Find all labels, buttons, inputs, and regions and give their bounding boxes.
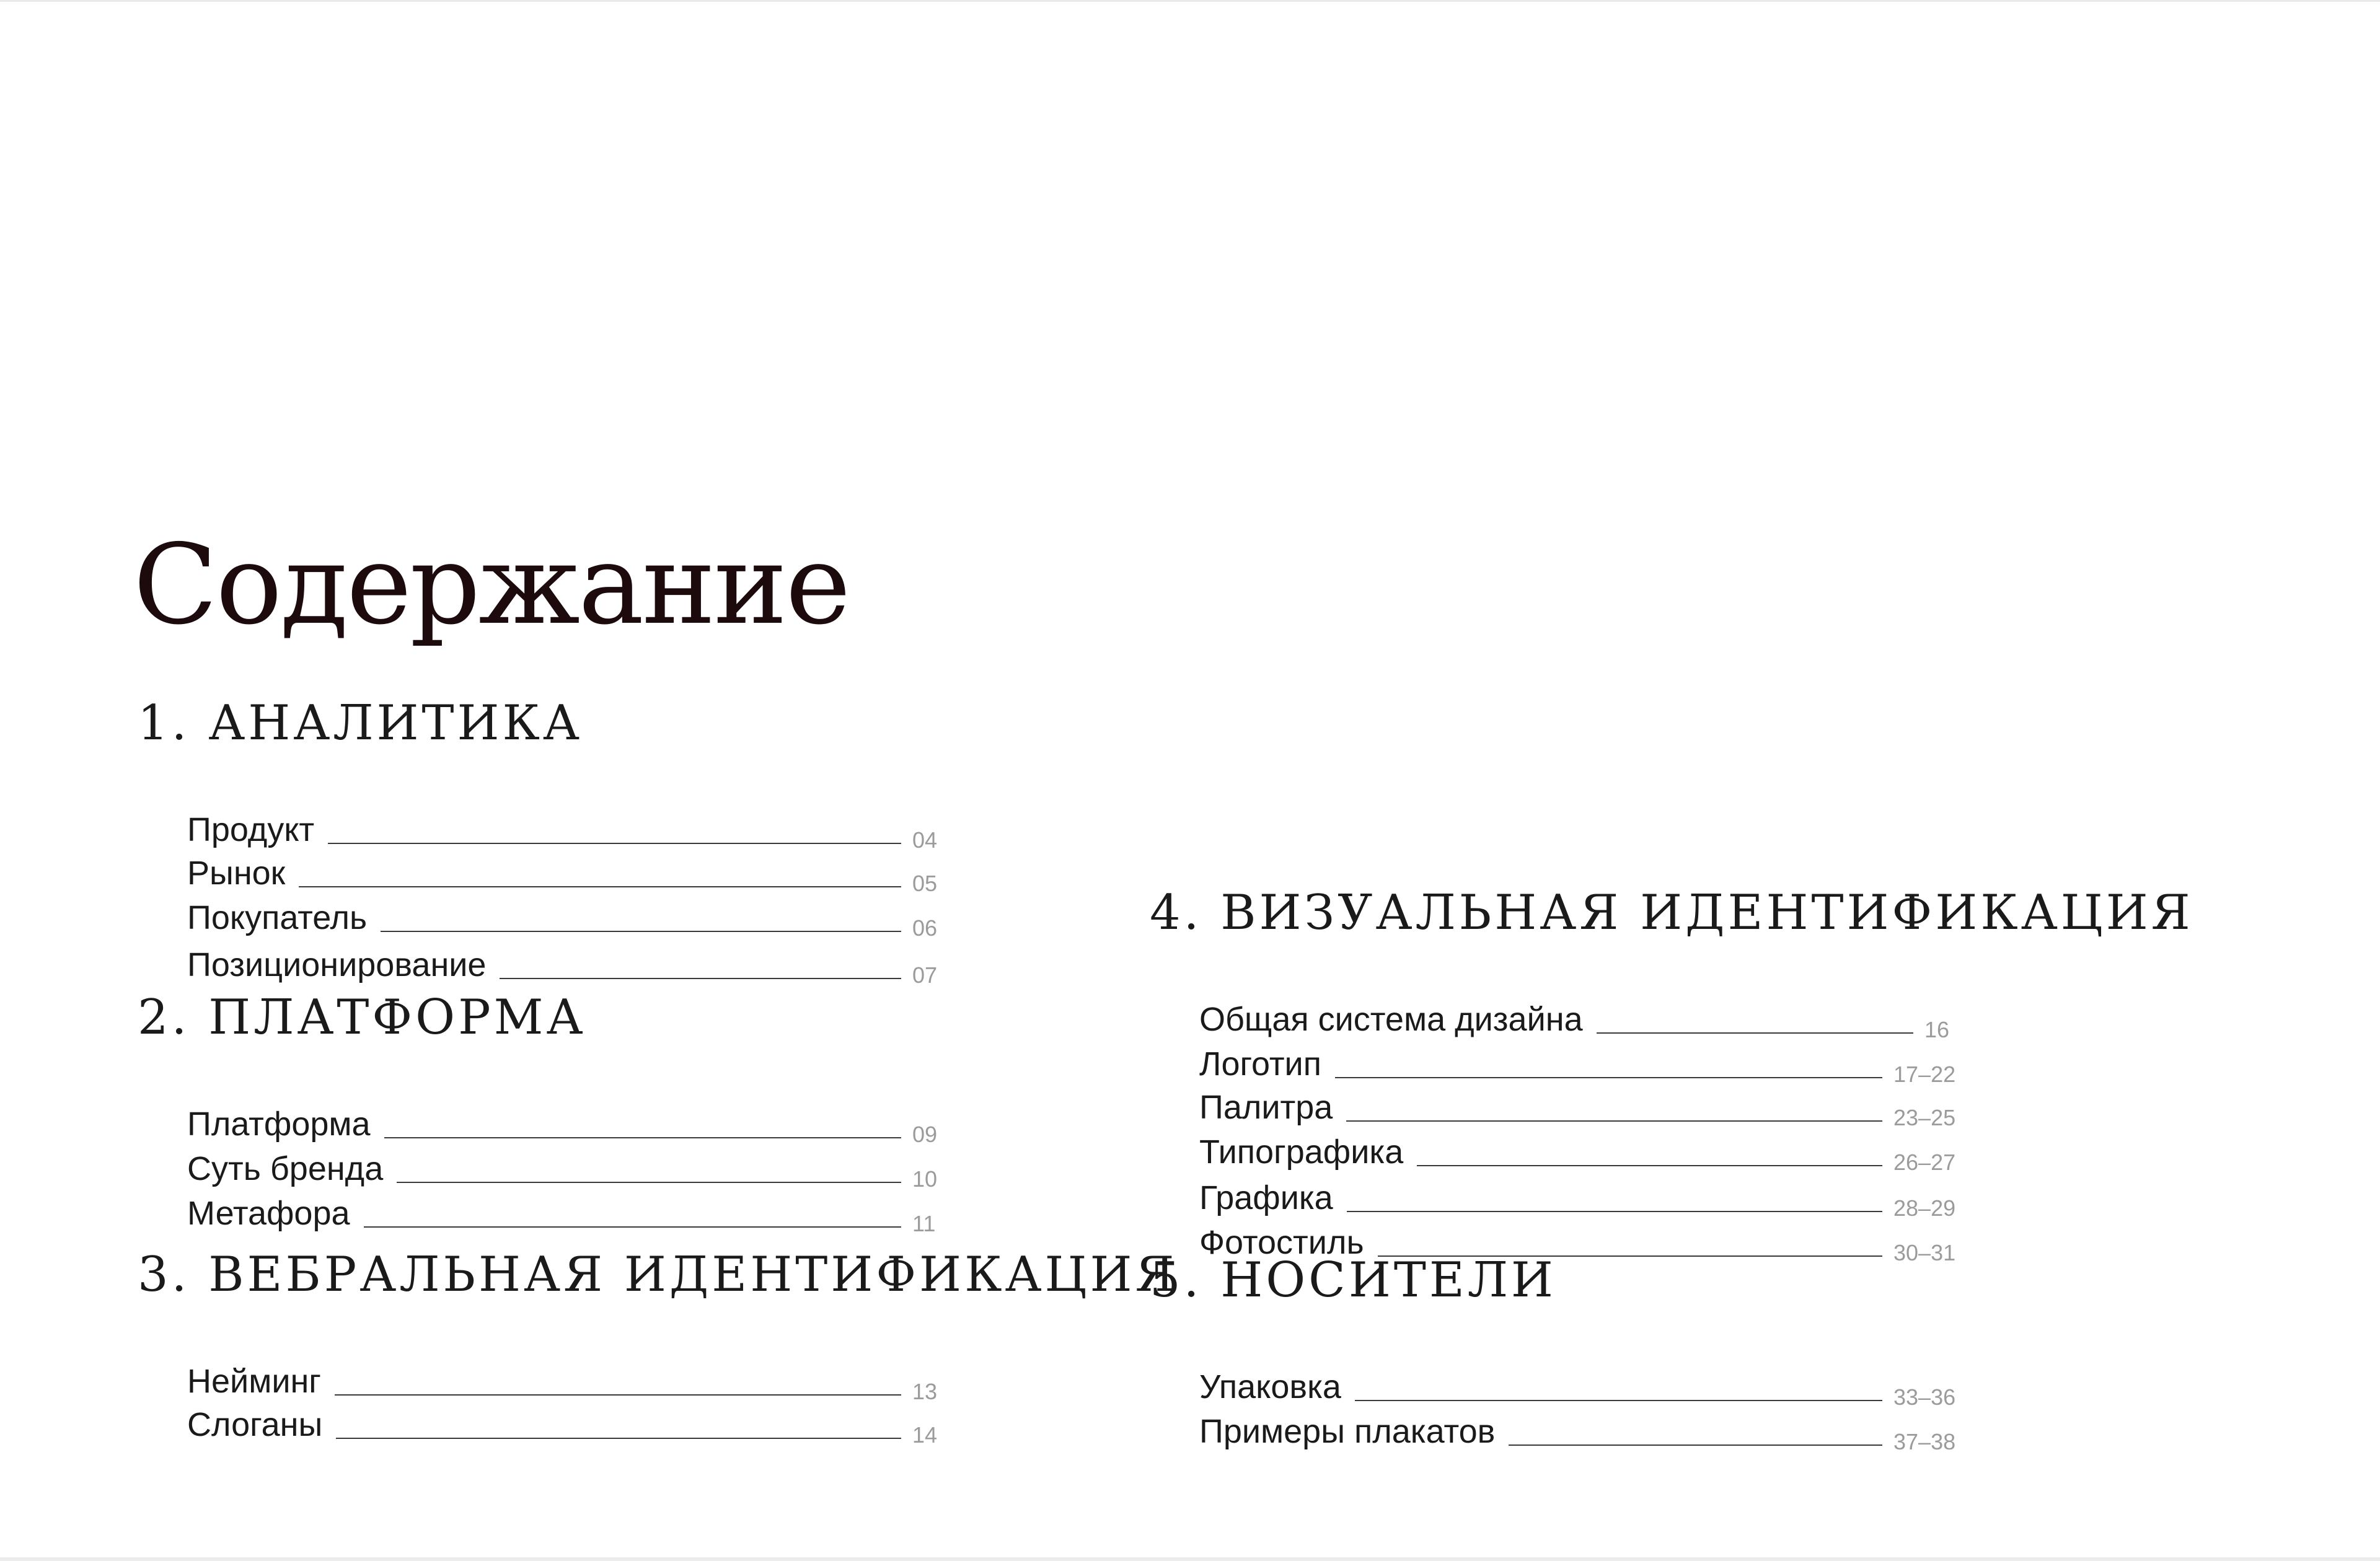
- toc-item-label: Суть бренда: [187, 1150, 384, 1187]
- toc-item-page: 11: [912, 1211, 936, 1236]
- toc-item-page: 33–36: [1893, 1384, 1956, 1410]
- toc-item[interactable]: [187, 946, 951, 988]
- toc-section-visual-identity: [1150, 885, 2193, 1265]
- toc-item-label: Палитра: [1199, 1089, 1333, 1126]
- toc-item[interactable]: [1199, 1179, 1963, 1221]
- dotted-leader: [381, 931, 901, 932]
- dotted-leader: [1346, 1120, 1882, 1122]
- toc-item[interactable]: [1199, 1045, 1963, 1087]
- toc-item[interactable]: [187, 1363, 951, 1404]
- toc-item-label: Рынок: [187, 855, 286, 892]
- toc-item-page: 16: [1924, 1017, 1950, 1042]
- toc-item[interactable]: [1199, 1413, 1963, 1454]
- bottom-edge-rule: [0, 1557, 2380, 1561]
- toc-item[interactable]: [1199, 1368, 1963, 1410]
- dotted-leader: [1597, 1032, 1913, 1034]
- toc-item-label: Упаковка: [1199, 1368, 1341, 1405]
- dotted-leader: [328, 843, 901, 844]
- toc-item[interactable]: [1199, 1133, 1963, 1175]
- toc-item-label: Платформа: [187, 1106, 371, 1143]
- toc-item[interactable]: [187, 855, 951, 896]
- section-heading: 2. ПЛАТФОРМА: [138, 990, 586, 1045]
- toc-item-page: 07: [912, 962, 938, 988]
- toc-item-page: 14: [912, 1422, 938, 1448]
- dotted-leader: [1355, 1400, 1882, 1401]
- dotted-leader: [335, 1394, 901, 1396]
- dotted-leader: [299, 886, 901, 887]
- toc-section-analytics: [138, 695, 938, 988]
- toc-item[interactable]: [187, 899, 951, 941]
- toc-item[interactable]: [1199, 1001, 1963, 1042]
- toc-item-label: Примеры плакатов: [1199, 1413, 1496, 1450]
- dotted-leader: [364, 1226, 901, 1228]
- toc-item[interactable]: [1199, 1089, 1963, 1130]
- toc-item-label: Общая система дизайна: [1199, 1001, 1583, 1038]
- dotted-leader: [397, 1182, 901, 1183]
- toc-item[interactable]: [187, 1106, 951, 1147]
- toc-item[interactable]: [187, 1195, 951, 1236]
- toc-item-page: 26–27: [1893, 1150, 1956, 1175]
- toc-item[interactable]: [187, 1406, 951, 1448]
- section-heading: 1. АНАЛИТИКА: [138, 695, 583, 751]
- toc-item-page: 13: [912, 1379, 938, 1404]
- page-title: Содержание: [133, 521, 849, 649]
- section-heading: 4. ВИЗУАЛЬНАЯ ИДЕНТИФИКАЦИЯ: [1150, 885, 2193, 941]
- toc-item-page: 04: [912, 827, 938, 853]
- toc-item-label: Графика: [1199, 1179, 1333, 1216]
- dotted-leader: [500, 978, 901, 979]
- toc-item-page: 28–29: [1893, 1195, 1956, 1221]
- toc-item-page: 06: [912, 915, 938, 941]
- toc-item-label: Позиционирование: [187, 946, 487, 983]
- toc-item-page: 30–31: [1893, 1240, 1956, 1265]
- dotted-leader: [384, 1137, 901, 1138]
- dotted-leader: [336, 1438, 901, 1439]
- toc-item-label: Логотип: [1199, 1045, 1321, 1083]
- toc-section-verbal-identity: [138, 1247, 1178, 1448]
- toc-item[interactable]: [187, 1150, 951, 1192]
- toc-item-label: Метафора: [187, 1195, 350, 1232]
- toc-item-label: Слоганы: [187, 1406, 323, 1443]
- toc-item-label: Фотостиль: [1199, 1224, 1364, 1261]
- toc-item-label: Покупатель: [187, 899, 368, 936]
- toc-item-label: Продукт: [187, 811, 315, 848]
- toc-item-label: Типографика: [1199, 1133, 1404, 1171]
- toc-item-page: 17–22: [1893, 1062, 1956, 1087]
- dotted-leader: [1335, 1077, 1882, 1078]
- top-edge-rule: [0, 0, 2380, 2]
- toc-item-page: 09: [912, 1122, 938, 1147]
- toc-item-page: 05: [912, 871, 938, 896]
- dotted-leader: [1347, 1211, 1882, 1212]
- toc-item-label: Нейминг: [187, 1363, 321, 1400]
- toc-item[interactable]: [187, 811, 951, 853]
- dotted-leader: [1417, 1165, 1882, 1166]
- toc-item-page: 10: [912, 1166, 938, 1192]
- toc-section-platform: [138, 990, 938, 1236]
- dotted-leader: [1509, 1444, 1882, 1446]
- toc-item-page: 23–25: [1893, 1105, 1956, 1130]
- toc-item-page: 37–38: [1893, 1429, 1956, 1454]
- section-heading: 3. ВЕБРАЛЬНАЯ ИДЕНТИФИКАЦИЯ: [138, 1247, 1178, 1303]
- section-heading: 5. НОСИТЕЛИ: [1150, 1252, 1556, 1308]
